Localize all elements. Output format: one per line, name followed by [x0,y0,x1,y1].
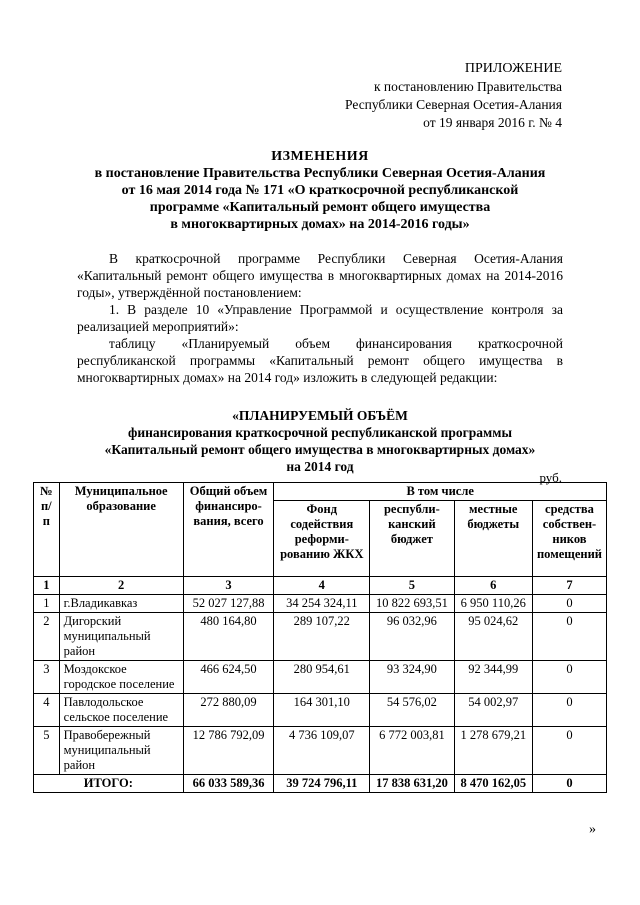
col-number: 6 [454,577,532,595]
row-number: 4 [34,694,60,727]
col-number: 4 [274,577,370,595]
row-total: 12 786 792,09 [183,727,274,775]
row-fund: 34 254 324,11 [274,595,370,613]
row-municipality: Павлодольское сельское поселение [59,694,183,727]
row-total: 466 624,50 [183,661,274,694]
body-paragraph: В краткосрочной программе Республики Северная Осетия-Алания «Капитальный ремонт общего имущества в многоквартирных домах на 2014-2016 годы», утверждённой постановлением: [77,251,563,300]
row-municipality: Моздокское городское поселение [59,661,183,694]
col-number: 7 [532,577,606,595]
title-line: в постановление Правительства Республики Северная Осетия-Алания [94,166,546,181]
title-line: в многоквартирных домах» на 2014-2016 годы» [170,217,470,232]
table-row [34,595,607,613]
body-paragraph: таблицу «Планируемый объем финансирования краткосрочной республиканской программы «Капитальный ремонт общего имущества в многоквартирных домах» на 2014 год» изложить в следующей редакции: [77,336,563,385]
row-number: 2 [34,613,60,661]
total-total: 66 033 589,36 [183,775,274,793]
row-total: 272 880,09 [183,694,274,727]
table-row [34,613,607,661]
row-municipality: Дигорский муниципальный район [59,613,183,661]
row-number: 3 [34,661,60,694]
row-fund: 164 301,10 [274,694,370,727]
table-title-line: финансирования краткосрочной республиканской программы [128,425,512,440]
appendix-block [345,60,562,132]
header-republic: республи-канский бюджет [370,501,454,577]
table-row [34,727,607,775]
appendix-line: к постановлению Правительства [373,79,562,94]
header-local: местные бюджеты [454,501,532,577]
row-owners: 0 [532,694,606,727]
appendix-date: от 19 января 2016 г. № 4 [423,115,562,130]
col-number: 2 [59,577,183,595]
header-municipality: Муниципальное образование [59,483,183,577]
row-fund: 280 954,61 [274,661,370,694]
row-number: 1 [34,595,60,613]
row-municipality: Правобережный муниципальный район [59,727,183,775]
total-owners: 0 [532,775,606,793]
row-fund: 289 107,22 [274,613,370,661]
financing-table [33,482,607,793]
row-total: 52 027 127,88 [183,595,274,613]
header-num: № п/п [34,483,60,577]
table-title-line: на 2014 год [286,459,354,474]
row-owners: 0 [532,661,606,694]
appendix-heading: ПРИЛОЖЕНИЕ [464,61,562,76]
total-republic: 17 838 631,20 [370,775,454,793]
closing-quote: » [589,822,596,837]
col-number: 3 [183,577,274,595]
row-local: 54 002,97 [454,694,532,727]
col-number: 1 [34,577,60,595]
appendix-line: Республики Северная Осетия-Алания [345,97,562,112]
row-owners: 0 [532,727,606,775]
document-title [0,148,640,233]
body-paragraph: 1. В разделе 10 «Управление Программой и осуществление контроля за реализацией мероприятий»: [77,302,563,334]
row-republic: 96 032,96 [370,613,454,661]
header-fund: Фонд содействия реформи-рованию ЖКХ [274,501,370,577]
total-row [34,775,607,793]
row-local: 6 950 110,26 [454,595,532,613]
title-line: от 16 мая 2014 года № 171 «О краткосрочной республиканской [121,183,519,198]
row-owners: 0 [532,595,606,613]
column-number-row [34,577,607,595]
table-title-line: «Капитальный ремонт общего имущества в многоквартирных домах» [104,442,536,457]
row-local: 95 024,62 [454,613,532,661]
table-row [34,694,607,727]
row-owners: 0 [532,613,606,661]
row-local: 92 344,99 [454,661,532,694]
row-republic: 6 772 003,81 [370,727,454,775]
row-number: 5 [34,727,60,775]
header-total: Общий объем финансиро-вания, всего [183,483,274,577]
col-number: 5 [370,577,454,595]
title-heading: ИЗМЕНЕНИЯ [271,149,369,164]
total-fund: 39 724 796,11 [274,775,370,793]
unit-label: руб. [539,470,562,485]
row-republic: 93 324,90 [370,661,454,694]
row-municipality: г.Владикавказ [59,595,183,613]
table-row [34,661,607,694]
table-title-line: «ПЛАНИРУЕМЫЙ ОБЪЁМ [232,408,408,423]
total-label: ИТОГО: [34,775,184,793]
header-owners: средства собствен-ников помещений [532,501,606,577]
row-total: 480 164,80 [183,613,274,661]
table-title [0,407,640,475]
row-republic: 54 576,02 [370,694,454,727]
row-republic: 10 822 693,51 [370,595,454,613]
row-fund: 4 736 109,07 [274,727,370,775]
header-including: В том числе [274,483,607,501]
total-local: 8 470 162,05 [454,775,532,793]
body-text [77,250,563,386]
row-local: 1 278 679,21 [454,727,532,775]
title-line: программе «Капитальный ремонт общего имущества [149,200,491,215]
